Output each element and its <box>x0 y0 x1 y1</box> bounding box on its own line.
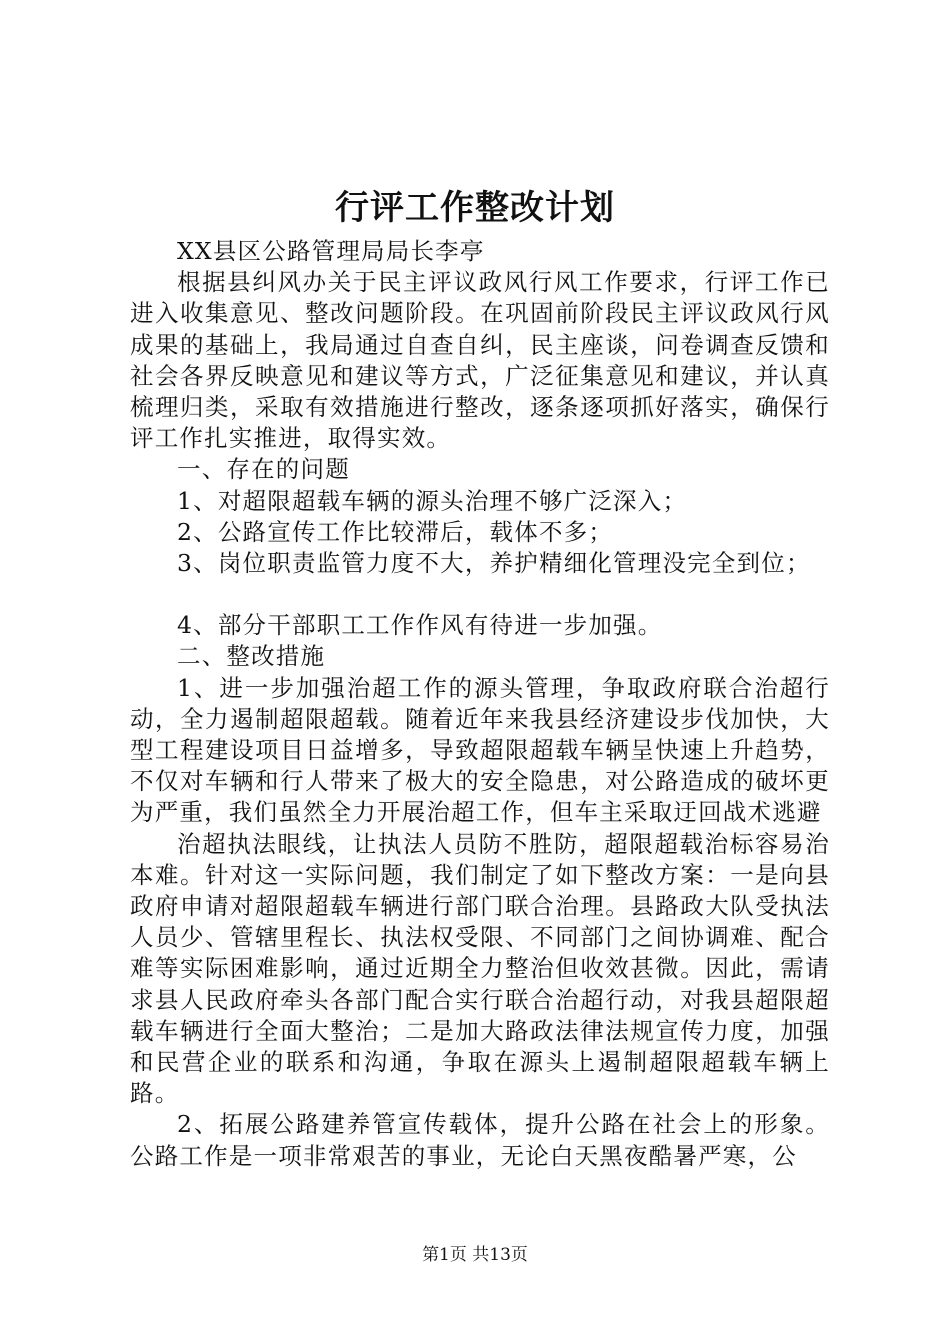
measure-paragraph-2: 2、拓展公路建养管宣传载体，提升公路在社会上的形象。公路工作是一项非常艰苦的事业，无论白天黑夜酷暑严寒，公 <box>130 1110 830 1170</box>
measure-paragraph-1-continued: 治超执法眼线，让执法人员防不胜防，超限超载治标容易治本难。针对这一实际问题，我们制定了如下整改方案：一是向县政府申请对超限超载车辆进行部门联合治理。县路政大队受执法人员少、管辖里程长、执法权受限、不同部门之间协调难、配合难等实际困难影响，通过近期全力整治但收效甚微。因此，需请求县人民政府牵头各部门配合实行联合治超行动，对我县超限超载车辆进行全面大整治；二是加大路政法律法规宣传力度，加强和民营企业的联系和沟通，争取在源头上遏制超限超载车辆上路。 <box>130 829 830 1108</box>
section-heading-problems: 一、存在的问题 <box>177 455 350 484</box>
author-line: XX县区公路管理局局长李亭 <box>177 237 485 265</box>
document-body <box>130 236 830 1172</box>
intro-paragraph: 根据县纠风办关于民主评议政风行风工作要求，行评工作已进入收集意见、整改问题阶段。在巩固前阶段民主评议政风行风成果的基础上，我局通过自查自纠，民主座谈，问卷调查反馈和社会各界反映意见和建议等方式，广泛征集意见和建议，并认真梳理归类，采取有效措施进行整改，逐条逐项抓好落实，确保行评工作扎实推进，取得实效。 <box>130 268 830 453</box>
document-title: 行评工作整改计划 <box>335 188 615 228</box>
section-heading-measures: 二、整改措施 <box>177 642 326 671</box>
page-footer: 第1页 共13页 <box>422 1245 528 1265</box>
problem-item-1: 1、对超限超载车辆的源头治理不够广泛深入； <box>177 486 688 515</box>
problem-item-3: 3、岗位职责监管力度不大，养护精细化管理没完全到位； <box>177 549 811 578</box>
problem-item-4: 4、部分干部职工工作作风有待进一步加强。 <box>177 611 663 640</box>
problem-item-2: 2、公路宣传工作比较滞后，载体不多； <box>177 517 614 546</box>
measure-paragraph-1: 1、进一步加强治超工作的源头管理，争取政府联合治超行动，全力遏制超限超载。随着近年来我县经济建设步伐加快，大型工程建设项目日益增多，导致超限超载车辆呈快速上升趋势，不仅对车辆和行人带来了极大的安全隐患，对公路造成的破坏更为严重，我们虽然全力开展治超工作，但车主采取迂回战术逃避 <box>130 673 830 827</box>
